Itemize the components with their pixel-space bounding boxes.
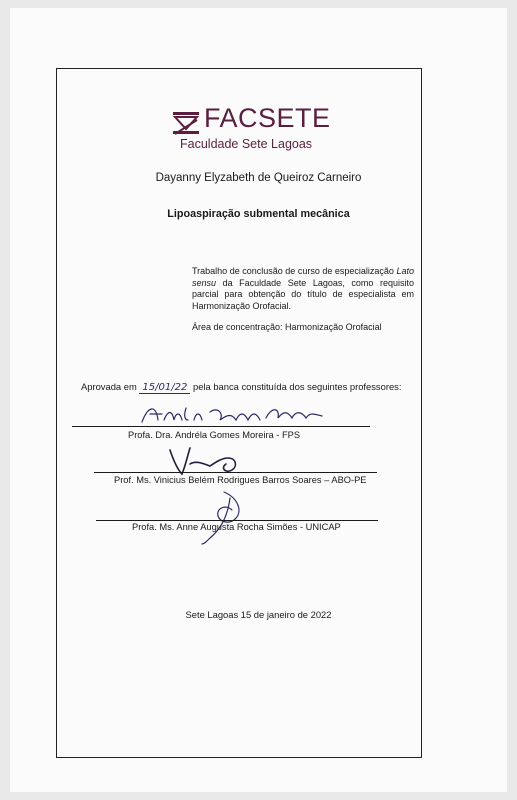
- signature-line-3: [96, 520, 378, 521]
- author-name: Dayanny Elyzabeth de Queiroz Carneiro: [155, 172, 362, 184]
- place-and-date: Sete Lagoas 15 de janeiro de 2022: [185, 609, 332, 620]
- description-italic: Lato sensu: [192, 266, 414, 288]
- handwritten-date: 15/01/22: [139, 382, 190, 393]
- document-title: Lipoaspiração submental mecânica: [167, 208, 350, 220]
- description-text-2: da Faculdade Sete Lagoas, como requisito parcial para obtenção do título de especialista em Harmonização Orofacial.: [192, 277, 414, 311]
- examiner-name-3: Profa. Ms. Anne Augusta Rocha Simões - UNICAP: [132, 522, 341, 532]
- description-paragraph: [192, 266, 414, 312]
- signature-anne-image: [194, 488, 254, 548]
- facsete-logo-mark-icon: [172, 110, 200, 136]
- approval-prefix: Aprovada em: [81, 381, 137, 392]
- approval-line: [81, 381, 401, 393]
- logo-brand-name: FACSETE: [204, 103, 331, 133]
- description-text-1: Trabalho de conclusão de curso de especialização: [192, 266, 397, 276]
- signature-line-1: [72, 426, 370, 427]
- examiner-name-2: Prof. Ms. Vinicius Belém Rodrigues Barros Soares – ABO-PE: [114, 475, 367, 485]
- concentration-area: Área de concentração: Harmonização Orofacial: [192, 322, 382, 332]
- logo-subtitle: Faculdade Sete Lagoas: [180, 137, 313, 151]
- approval-suffix: pela banca constituída dos seguintes professores:: [192, 381, 402, 392]
- facsete-logo: [172, 103, 332, 156]
- signature-line-2: [94, 472, 377, 473]
- examiner-name-1: Profa. Dra. Andréla Gomes Moreira - FPS: [128, 430, 301, 440]
